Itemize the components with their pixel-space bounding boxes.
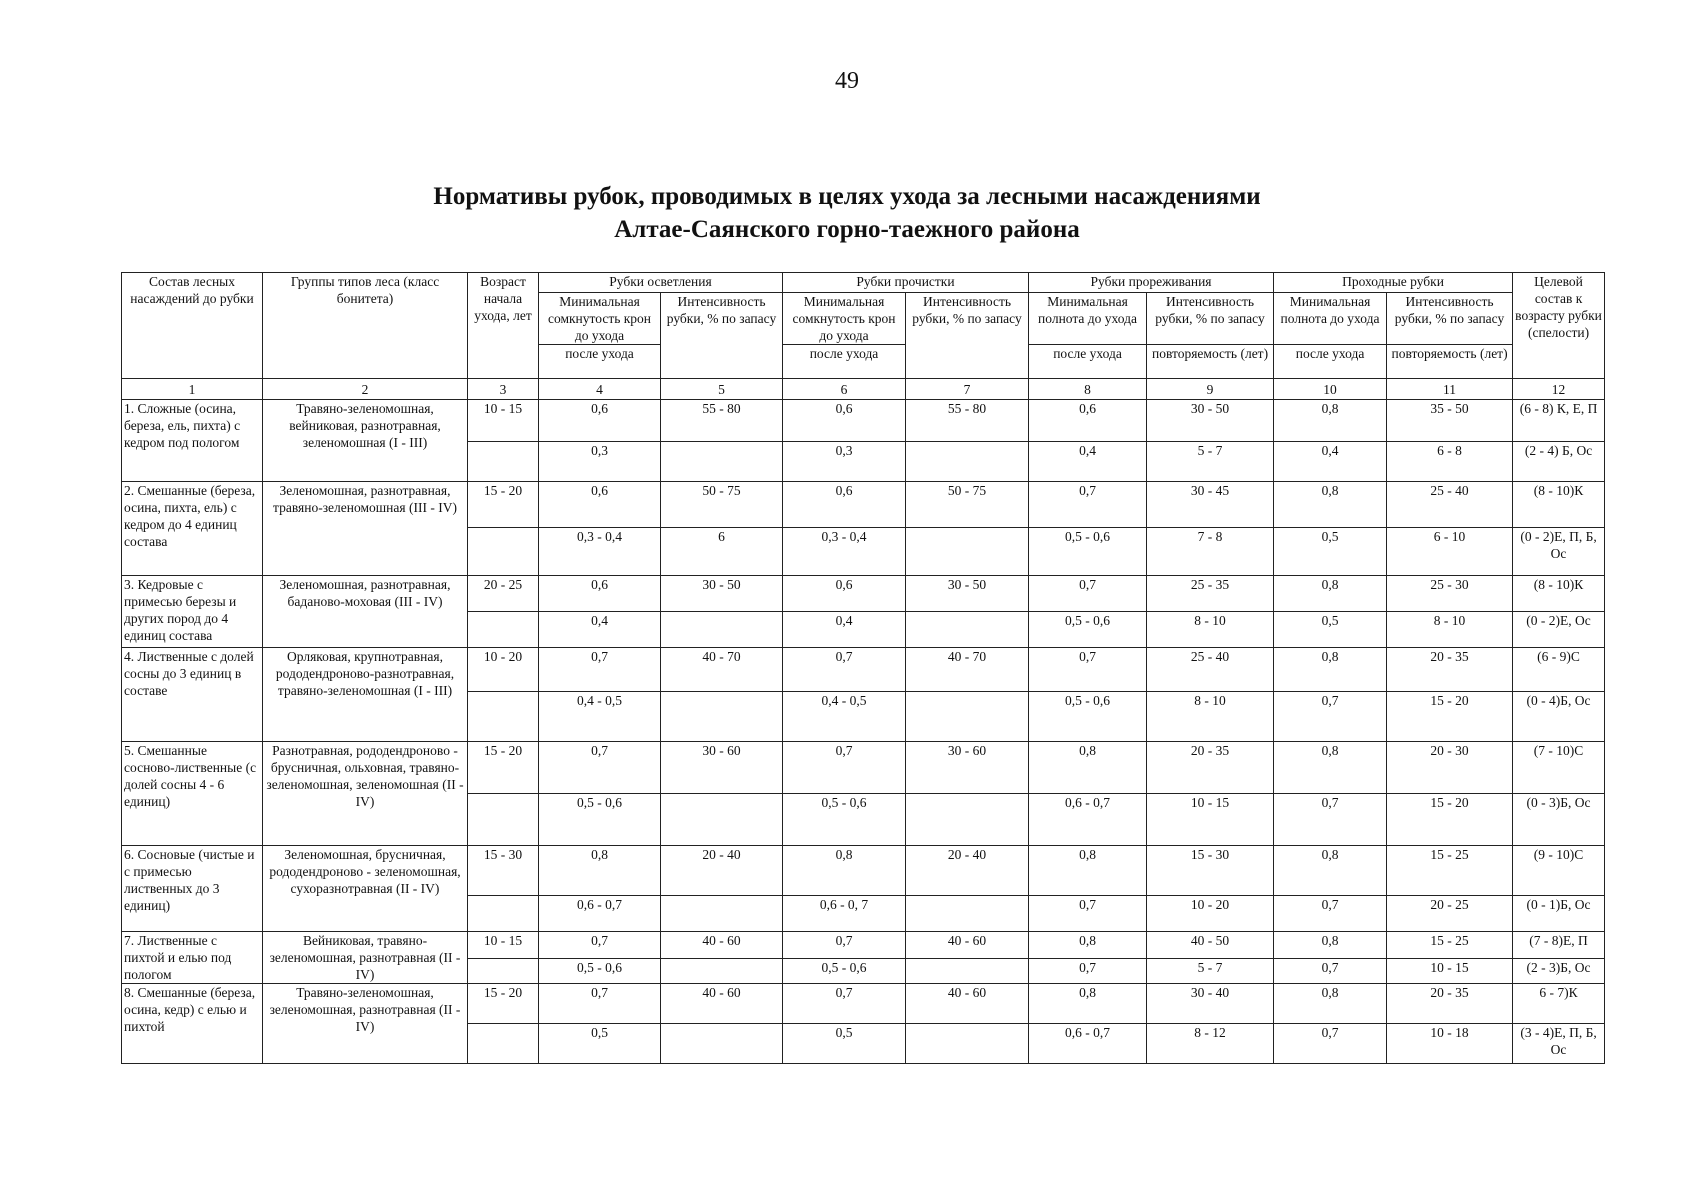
cell-value: 40 - 60 — [906, 932, 1029, 959]
cell-value: 25 - 40 — [1147, 648, 1274, 692]
cell-value: 20 - 35 — [1387, 984, 1513, 1024]
header-start-age: Возраст начала ухода, лет — [468, 273, 539, 379]
cell-value: 0,7 — [539, 742, 661, 794]
cell-value: 30 - 50 — [906, 576, 1029, 612]
cell-start-age: 10 - 15 — [468, 932, 539, 959]
col-number: 1 — [122, 379, 263, 400]
header-group-cleaning: Рубки прочистки — [783, 273, 1029, 293]
cell-value: 8 - 10 — [1147, 692, 1274, 742]
col-number: 6 — [783, 379, 906, 400]
table-row — [122, 482, 1605, 528]
cell-value: 0,7 — [1274, 794, 1387, 846]
cell-value: (6 - 8) К, Е, П — [1513, 400, 1605, 442]
cell-value: 0,7 — [1029, 958, 1147, 984]
cell-value: 0,7 — [1274, 1024, 1387, 1064]
cell-start-age: 15 - 20 — [468, 984, 539, 1024]
cell-value — [661, 442, 783, 482]
cell-value: 0,8 — [1029, 984, 1147, 1024]
cell-value: 50 - 75 — [661, 482, 783, 528]
table-row — [122, 846, 1605, 896]
cell-forest-type: Зеленомошная, разнотравная, баданово-моховая (III - IV) — [263, 576, 468, 648]
cell-value: (7 - 10)С — [1513, 742, 1605, 794]
cell-value: 8 - 12 — [1147, 1024, 1274, 1064]
cell-value: 0,7 — [1029, 482, 1147, 528]
cell-value: 0,5 - 0,6 — [1029, 612, 1147, 648]
cell-composition: 2. Смешанные (береза, осина, пихта, ель) с кедром до 4 единиц состава — [122, 482, 263, 576]
cell-value: 10 - 20 — [1147, 896, 1274, 932]
cell-value: 0,5 - 0,6 — [539, 958, 661, 984]
cell-value — [906, 958, 1029, 984]
title-line-2: Алтае-Саянского горно-таежного района — [614, 216, 1080, 243]
cell-value: 0,4 - 0,5 — [783, 692, 906, 742]
cell-value: 40 - 70 — [906, 648, 1029, 692]
cell-value: 6 - 10 — [1387, 528, 1513, 576]
col-number: 8 — [1029, 379, 1147, 400]
cell-forest-type: Орляковая, крупнотравная, рододендроново-разнотравная, травяно-зеленомошная (I - III) — [263, 648, 468, 742]
cell-value: 0,3 — [539, 442, 661, 482]
cell-value: 0,5 - 0,6 — [1029, 692, 1147, 742]
cell-value: (9 - 10)С — [1513, 846, 1605, 896]
cell-value: 0,4 — [783, 612, 906, 648]
cell-value: 15 - 30 — [1147, 846, 1274, 896]
cell-value: 0,6 — [783, 400, 906, 442]
col-number: 2 — [263, 379, 468, 400]
cell-composition: 5. Смешанные сосново-лиственные (с долей сосны 4 - 6 единиц) — [122, 742, 263, 846]
cell-value: 20 - 40 — [906, 846, 1029, 896]
cell-value: 0,8 — [783, 846, 906, 896]
cell-value: 0,6 - 0,7 — [539, 896, 661, 932]
cell-value — [906, 528, 1029, 576]
header-repeat: повторяемость (лет) — [1147, 345, 1274, 379]
cell-start-age: 10 - 20 — [468, 648, 539, 692]
cell-value: 30 - 45 — [1147, 482, 1274, 528]
cell-forest-type: Зеленомошная, брусничная, рододендроново - зеленомошная, сухоразнотравная (II - IV) — [263, 846, 468, 932]
header-group-passing: Проходные рубки — [1274, 273, 1513, 293]
header-repeat: повторяемость (лет) — [1387, 345, 1513, 379]
cell-value: 0,8 — [1274, 400, 1387, 442]
cell-composition: 7. Лиственные с пихтой и елью под пологом — [122, 932, 263, 984]
cell-value: (8 - 10)К — [1513, 576, 1605, 612]
cell-value: 0,5 - 0,6 — [783, 794, 906, 846]
cell-value: 0,5 — [1274, 612, 1387, 648]
cell-value: 30 - 40 — [1147, 984, 1274, 1024]
cell-value — [906, 794, 1029, 846]
cell-value: 10 - 15 — [1387, 958, 1513, 984]
cell-value: (8 - 10)К — [1513, 482, 1605, 528]
cell-value: 55 - 80 — [906, 400, 1029, 442]
cell-value: 0,8 — [1274, 482, 1387, 528]
cell-value: 40 - 60 — [661, 984, 783, 1024]
cell-value: 10 - 15 — [1147, 794, 1274, 846]
cell-value: 5 - 7 — [1147, 958, 1274, 984]
cell-value: 30 - 60 — [906, 742, 1029, 794]
cell-value: 0,5 - 0,6 — [539, 794, 661, 846]
table-row — [122, 648, 1605, 692]
cell-composition: 6. Сосновые (чистые и с примесью лиственных до 3 единиц) — [122, 846, 263, 932]
cell-value: 20 - 25 — [1387, 896, 1513, 932]
cell-value: 25 - 30 — [1387, 576, 1513, 612]
cell-value — [906, 896, 1029, 932]
cell-value: 0,6 — [1029, 400, 1147, 442]
cell-value: 5 - 7 — [1147, 442, 1274, 482]
cell-value: 0,7 — [1029, 576, 1147, 612]
cell-value: 15 - 20 — [1387, 692, 1513, 742]
cell-value: 30 - 50 — [1147, 400, 1274, 442]
cell-value: (2 - 3)Б, Ос — [1513, 958, 1605, 984]
cell-value: 0,3 — [783, 442, 906, 482]
cell-value: 0,3 - 0,4 — [783, 528, 906, 576]
cell-start-age: 10 - 15 — [468, 400, 539, 442]
cell-value: 0,8 — [1029, 846, 1147, 896]
table-body — [122, 400, 1605, 1064]
cell-value: 0,6 — [783, 576, 906, 612]
cell-value: 0,6 - 0, 7 — [783, 896, 906, 932]
cell-value: (0 - 1)Б, Ос — [1513, 896, 1605, 932]
cell-value: 15 - 20 — [1387, 794, 1513, 846]
cell-value: (7 - 8)Е, П — [1513, 932, 1605, 959]
cell-value: 15 - 25 — [1387, 846, 1513, 896]
cell-value: 0,3 - 0,4 — [539, 528, 661, 576]
header-min-crowns: Минимальная сомкнутость крон до ухода — [539, 293, 661, 345]
header-target-composition: Целевой состав к возрасту рубки (спелости) — [1513, 273, 1605, 379]
table-row — [122, 932, 1605, 959]
cell-value: 25 - 40 — [1387, 482, 1513, 528]
cell-value: 0,6 — [539, 576, 661, 612]
table-row — [122, 576, 1605, 612]
cell-value: 0,8 — [1274, 984, 1387, 1024]
header-group-clarification: Рубки осветления — [539, 273, 783, 293]
cell-value: (0 - 2)Е, П, Б, Ос — [1513, 528, 1605, 576]
cell-value: (0 - 4)Б, Ос — [1513, 692, 1605, 742]
cell-value — [906, 442, 1029, 482]
cell-value: (6 - 9)С — [1513, 648, 1605, 692]
cell-empty — [468, 958, 539, 984]
cell-value — [906, 612, 1029, 648]
cell-value: 0,8 — [1029, 932, 1147, 959]
title-line-1: Нормативы рубок, проводимых в целях ухода за лесными насаждениями — [433, 183, 1261, 210]
header-min-density: Минимальная полнота до ухода — [1029, 293, 1147, 345]
cell-value: 0,8 — [1274, 742, 1387, 794]
header-intensity: Интенсивность рубки, % по запасу — [661, 293, 783, 379]
cell-value — [661, 794, 783, 846]
cell-value — [661, 1024, 783, 1064]
page-title — [0, 180, 1694, 246]
cell-value: 30 - 60 — [661, 742, 783, 794]
cell-value: 20 - 30 — [1387, 742, 1513, 794]
col-number: 7 — [906, 379, 1029, 400]
cell-value: 20 - 35 — [1147, 742, 1274, 794]
cell-empty — [468, 794, 539, 846]
cell-value — [661, 612, 783, 648]
header-group-thinning: Рубки прореживания — [1029, 273, 1274, 293]
table-row — [122, 742, 1605, 794]
cell-value: 0,6 - 0,7 — [1029, 1024, 1147, 1064]
header-min-crowns: Минимальная сомкнутость крон до ухода — [783, 293, 906, 345]
cell-value: (0 - 2)Е, Ос — [1513, 612, 1605, 648]
cell-value: 55 - 80 — [661, 400, 783, 442]
cell-forest-type: Травяно-зеленомошная, вейниковая, разнотравная, зеленомошная (I - III) — [263, 400, 468, 482]
col-number: 4 — [539, 379, 661, 400]
cell-value: 25 - 35 — [1147, 576, 1274, 612]
cell-empty — [468, 528, 539, 576]
header-after: после ухода — [783, 345, 906, 379]
cell-value: 0,7 — [1029, 648, 1147, 692]
cell-value: 0,6 - 0,7 — [1029, 794, 1147, 846]
cell-empty — [468, 612, 539, 648]
cell-value: 0,7 — [783, 742, 906, 794]
cell-start-age: 20 - 25 — [468, 576, 539, 612]
table-row — [122, 400, 1605, 442]
cell-value: 0,7 — [1274, 958, 1387, 984]
col-number: 11 — [1387, 379, 1513, 400]
cell-value: 0,8 — [1274, 576, 1387, 612]
cell-composition: 8. Смешанные (береза, осина, кедр) с елью и пихтой — [122, 984, 263, 1064]
cell-value: 0,6 — [539, 482, 661, 528]
cell-value: 0,5 — [783, 1024, 906, 1064]
cell-start-age: 15 - 20 — [468, 482, 539, 528]
cell-value: 0,4 - 0,5 — [539, 692, 661, 742]
header-intensity: Интенсивность рубки, % по запасу — [906, 293, 1029, 379]
cell-value: 0,8 — [1274, 648, 1387, 692]
cell-composition: 3. Кедровые с примесью березы и других пород до 4 единиц состава — [122, 576, 263, 648]
cell-start-age: 15 - 30 — [468, 846, 539, 896]
cell-value: 40 - 50 — [1147, 932, 1274, 959]
cell-value: (3 - 4)Е, П, Б, Ос — [1513, 1024, 1605, 1064]
cell-forest-type: Травяно-зеленомошная, зеленомошная, разнотравная (II - IV) — [263, 984, 468, 1064]
cell-value: (0 - 3)Б, Ос — [1513, 794, 1605, 846]
cell-value: 40 - 70 — [661, 648, 783, 692]
cell-forest-type: Вейниковая, травяно-зеленомошная, разнотравная (II - IV) — [263, 932, 468, 984]
cell-value: 7 - 8 — [1147, 528, 1274, 576]
cell-value — [661, 692, 783, 742]
cell-empty — [468, 896, 539, 932]
cell-value: 0,7 — [783, 984, 906, 1024]
cell-value: 6 — [661, 528, 783, 576]
col-number: 12 — [1513, 379, 1605, 400]
cell-value: 0,7 — [783, 648, 906, 692]
cell-value: 0,7 — [539, 648, 661, 692]
header-after: после ухода — [1274, 345, 1387, 379]
cell-value: 0,8 — [1029, 742, 1147, 794]
cell-value — [661, 896, 783, 932]
cell-value: (2 - 4) Б, Ос — [1513, 442, 1605, 482]
cell-empty — [468, 442, 539, 482]
cell-value: 0,5 - 0,6 — [783, 958, 906, 984]
cell-empty — [468, 1024, 539, 1064]
cell-value: 20 - 40 — [661, 846, 783, 896]
header-after: после ухода — [1029, 345, 1147, 379]
cell-composition: 1. Сложные (осина, береза, ель, пихта) с кедром под пологом — [122, 400, 263, 482]
cell-value: 30 - 50 — [661, 576, 783, 612]
cell-value: 0,6 — [539, 400, 661, 442]
cell-value — [906, 692, 1029, 742]
cell-value: 40 - 60 — [661, 932, 783, 959]
cell-value: 0,6 — [783, 482, 906, 528]
cell-value: 0,4 — [1029, 442, 1147, 482]
cell-value — [661, 958, 783, 984]
cell-value: 0,4 — [1274, 442, 1387, 482]
cell-empty — [468, 692, 539, 742]
header-composition: Состав лесных насаждений до рубки — [122, 273, 263, 379]
cell-value: 10 - 18 — [1387, 1024, 1513, 1064]
header-forest-type: Группы типов леса (класс бонитета) — [263, 273, 468, 379]
cell-value — [906, 1024, 1029, 1064]
cell-value: 0,8 — [539, 846, 661, 896]
cell-value: 6 - 8 — [1387, 442, 1513, 482]
cell-forest-type: Разнотравная, рододендроново - брусничная, ольховная, травяно-зеленомошная, зеленомошная (II - IV) — [263, 742, 468, 846]
cell-value: 40 - 60 — [906, 984, 1029, 1024]
cell-composition: 4. Лиственные с долей сосны до 3 единиц в составе — [122, 648, 263, 742]
cell-value: 8 - 10 — [1147, 612, 1274, 648]
cell-value: 0,8 — [1274, 932, 1387, 959]
page-number: 49 — [835, 68, 859, 94]
cell-value: 8 - 10 — [1387, 612, 1513, 648]
cell-start-age: 15 - 20 — [468, 742, 539, 794]
header-intensity: Интенсивность рубки, % по запасу — [1387, 293, 1513, 345]
cell-value: 35 - 50 — [1387, 400, 1513, 442]
cell-value: 0,7 — [783, 932, 906, 959]
header-intensity: Интенсивность рубки, % по запасу — [1147, 293, 1274, 345]
norms-table — [121, 272, 1605, 1064]
cell-value: 0,7 — [1274, 692, 1387, 742]
cell-value: 0,5 - 0,6 — [1029, 528, 1147, 576]
table-row — [122, 984, 1605, 1024]
cell-value: 0,5 — [539, 1024, 661, 1064]
cell-value: 0,5 — [1274, 528, 1387, 576]
cell-value: 0,4 — [539, 612, 661, 648]
cell-value: 0,7 — [539, 984, 661, 1024]
col-number: 5 — [661, 379, 783, 400]
header-after: после ухода — [539, 345, 661, 379]
cell-value: 50 - 75 — [906, 482, 1029, 528]
cell-value: 6 - 7)К — [1513, 984, 1605, 1024]
cell-value: 0,8 — [1274, 846, 1387, 896]
cell-forest-type: Зеленомошная, разнотравная, травяно-зеленомошная (III - IV) — [263, 482, 468, 576]
cell-value: 20 - 35 — [1387, 648, 1513, 692]
col-number: 9 — [1147, 379, 1274, 400]
cell-value: 15 - 25 — [1387, 932, 1513, 959]
header-min-density: Минимальная полнота до ухода — [1274, 293, 1387, 345]
cell-value: 0,7 — [1274, 896, 1387, 932]
col-number: 3 — [468, 379, 539, 400]
cell-value: 0,7 — [1029, 896, 1147, 932]
cell-value: 0,7 — [539, 932, 661, 959]
col-number: 10 — [1274, 379, 1387, 400]
